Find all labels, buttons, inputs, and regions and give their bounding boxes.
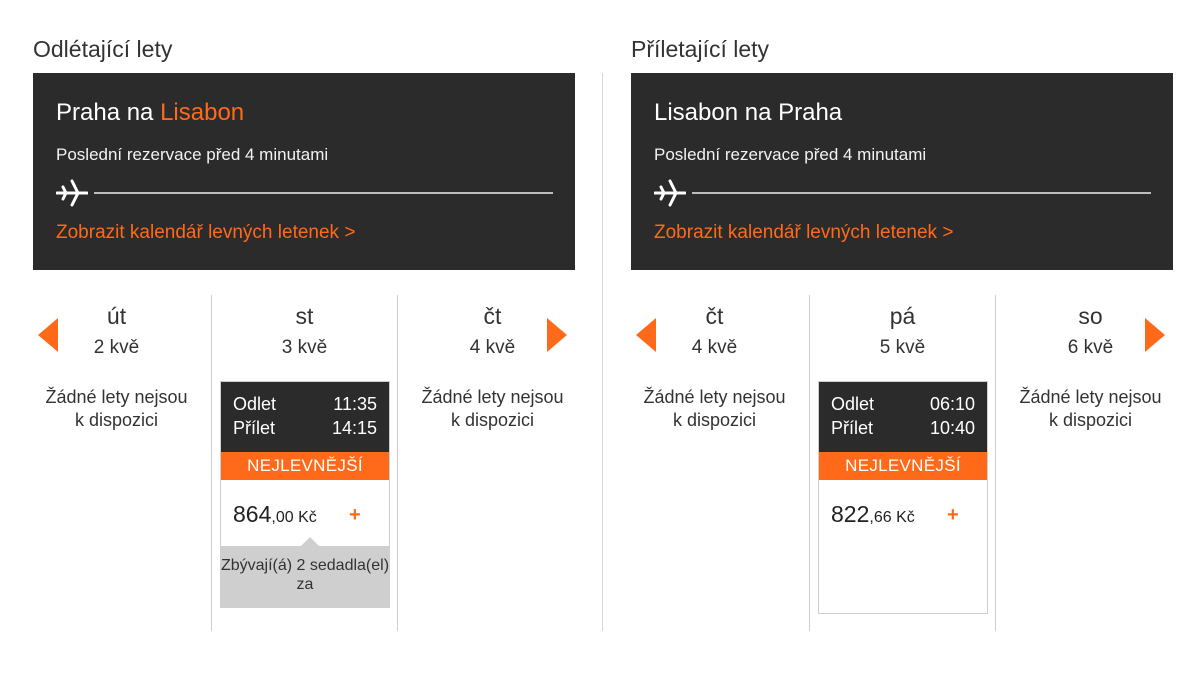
- day-date: 4 kvě: [691, 337, 738, 358]
- no-flights-text: Žádné lety nejsou k dispozici: [45, 387, 188, 430]
- inbound-section-title: Příletající lety: [631, 36, 770, 62]
- route-origin: Praha na: [56, 99, 161, 126]
- panel-divider: [602, 73, 603, 631]
- outbound-route-title: [56, 99, 244, 127]
- arrive-time: 14:15: [331, 418, 377, 438]
- outbound-calendar-link[interactable]: Zobrazit kalendář levných letenek >: [56, 222, 356, 243]
- inbound-day-prev[interactable]: [621, 295, 808, 631]
- depart-label: Odlet: [831, 394, 875, 414]
- price-currency: Kč: [293, 509, 317, 526]
- price-decimals: ,66: [869, 509, 892, 526]
- flight-times: [819, 382, 987, 452]
- inbound-day-selected[interactable]: [809, 295, 996, 631]
- day-of-week: pá: [889, 303, 916, 329]
- outbound-last-booking: Poslední rezervace před 4 minutami: [56, 145, 329, 164]
- outbound-section-title: Odlétající lety: [33, 36, 173, 62]
- cheapest-badge: NEJLEVNĚJŠÍ: [819, 452, 987, 480]
- plus-icon[interactable]: +: [947, 504, 959, 526]
- plus-icon[interactable]: +: [349, 504, 361, 526]
- inbound-calendar-link[interactable]: Zobrazit kalendář levných letenek >: [654, 222, 954, 243]
- no-flights-text: Žádné lety nejsou k dispozici: [1019, 387, 1162, 430]
- price-main: 864: [233, 501, 272, 527]
- outbound-day-selected[interactable]: [211, 295, 398, 631]
- day-of-week: st: [295, 303, 314, 329]
- no-flights-text: Žádné lety nejsou k dispozici: [643, 387, 786, 430]
- day-of-week: so: [1078, 303, 1103, 329]
- outbound-flight-card[interactable]: [220, 381, 390, 593]
- inbound-route-box: [631, 73, 1173, 270]
- plane-icon: [654, 179, 686, 207]
- inbound-day-next[interactable]: [997, 295, 1184, 631]
- flight-times: [221, 382, 389, 452]
- inbound-flight-card[interactable]: [818, 381, 988, 614]
- inbound-last-booking: Poslední rezervace před 4 minutami: [654, 145, 927, 164]
- inbound-route-title: Lisabon na Praha: [654, 99, 843, 126]
- depart-time: 06:10: [929, 394, 975, 414]
- cheapest-badge: NEJLEVNĚJŠÍ: [221, 452, 389, 480]
- flight-price: [819, 480, 987, 546]
- day-date: 4 kvě: [469, 337, 516, 358]
- day-date: 6 kvě: [1067, 337, 1114, 358]
- inbound-plane-progress: [654, 179, 1151, 207]
- price-currency: Kč: [891, 509, 915, 526]
- outbound-day-prev[interactable]: [23, 295, 210, 631]
- day-of-week: čt: [483, 303, 502, 329]
- progress-line: [94, 192, 553, 194]
- arrive-time: 10:40: [929, 418, 975, 438]
- depart-label: Odlet: [233, 394, 277, 414]
- outbound-route-box: [33, 73, 575, 270]
- day-of-week: út: [106, 303, 127, 329]
- day-date: 5 kvě: [879, 337, 926, 358]
- day-date: 2 kvě: [93, 337, 140, 358]
- route-destination: Lisabon: [160, 99, 245, 126]
- price-decimals: ,00: [271, 509, 294, 526]
- arrive-label: Přílet: [233, 418, 276, 438]
- plane-icon: [56, 179, 88, 207]
- progress-line: [692, 192, 1151, 194]
- day-of-week: čt: [705, 303, 724, 329]
- day-date: 3 kvě: [281, 337, 328, 358]
- depart-time: 11:35: [333, 394, 377, 414]
- seats-remaining-note: Zbývají(á) 2 sedadla(el) za: [220, 546, 390, 608]
- price-main: 822: [831, 501, 870, 527]
- no-flights-text: Žádné lety nejsou k dispozici: [421, 387, 564, 430]
- arrive-label: Přílet: [831, 418, 874, 438]
- outbound-plane-progress: [56, 179, 553, 207]
- outbound-day-next[interactable]: [399, 295, 586, 631]
